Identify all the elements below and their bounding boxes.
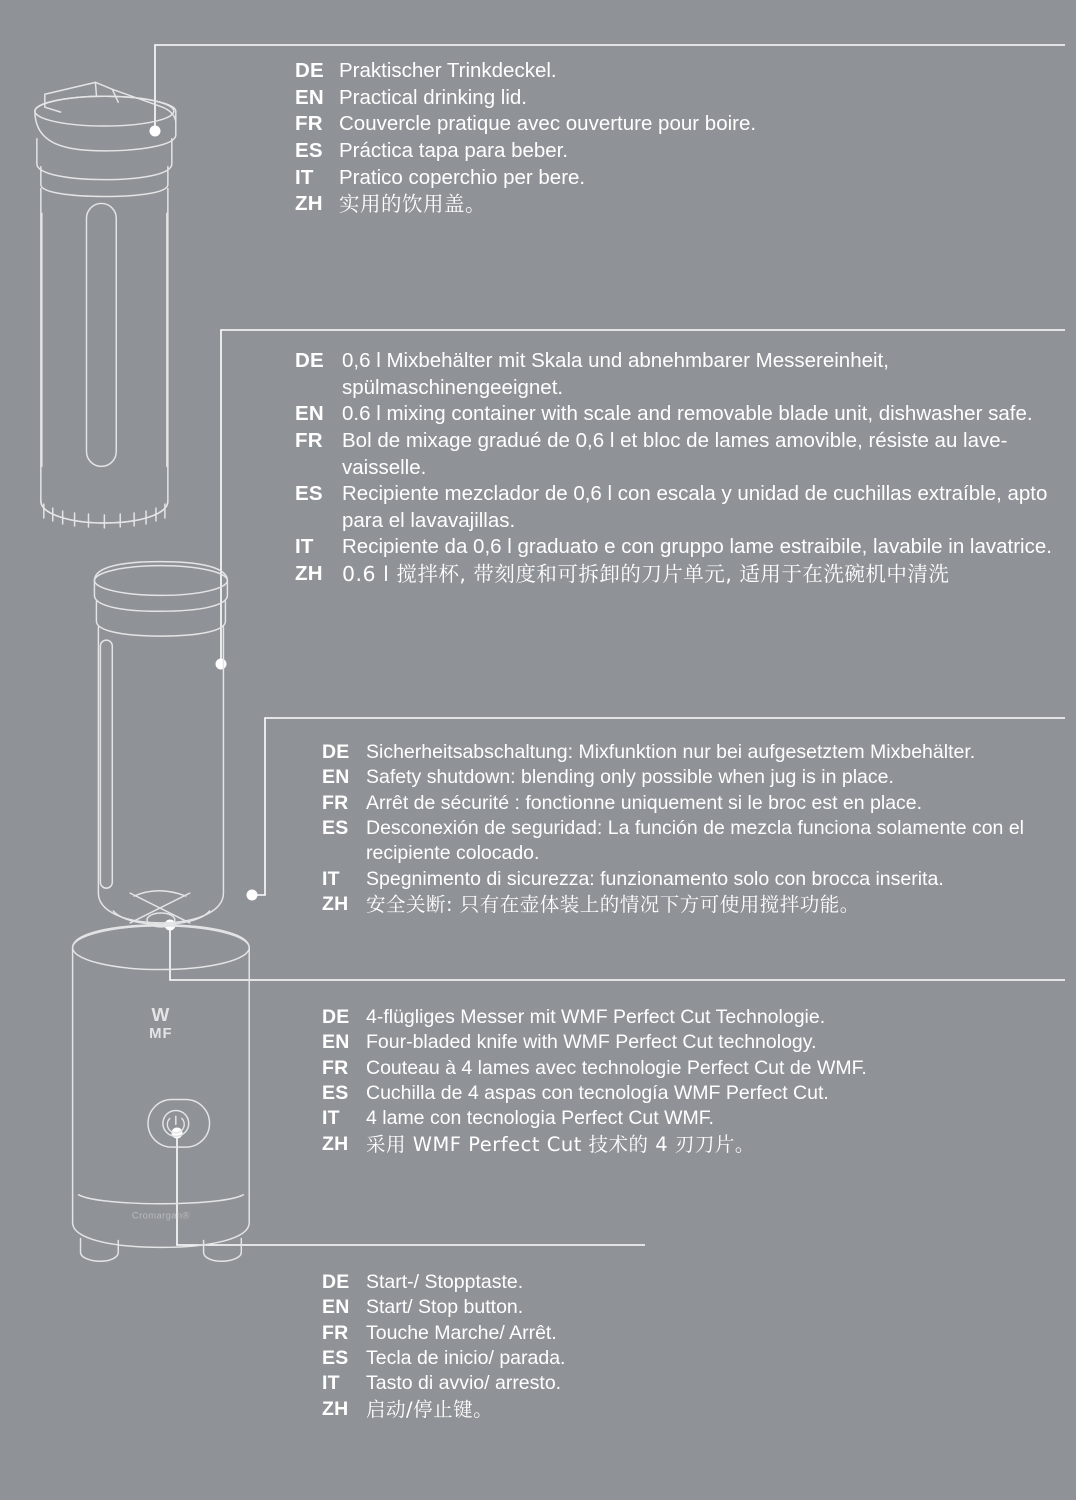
language-code: IT	[322, 1107, 340, 1130]
callout-text: 0.6 l mixing container with scale and removable blade unit, dishwasher safe.	[342, 402, 1033, 426]
callout-text: Recipiente da 0,6 l graduato e con gruppo lame estraibile, lavabile in lavatrice.	[342, 535, 1052, 559]
language-code: EN	[322, 1296, 350, 1319]
blender-illustration	[0, 0, 300, 1300]
callout-text: Pratico coperchio per bere.	[339, 165, 586, 189]
callout-drinking-lid	[295, 58, 1065, 218]
callout-text: 0.6 l 搅拌杯, 带刻度和可拆卸的刀片单元, 适用于在洗碗机中清洗	[342, 562, 950, 587]
callout-text: Recipiente mezclador de 0,6 l con escala y unidad de cuchillas extraíble, apto para el lavavajillas.	[342, 482, 1048, 532]
callout-text: Touche Marche/ Arrêt.	[366, 1321, 557, 1344]
callout-text: 安全关断: 只有在壶体装上的情况下方可使用搅拌功能。	[366, 893, 860, 917]
language-code: ES	[322, 1347, 349, 1370]
language-code: EN	[322, 1031, 350, 1054]
callout-start-stop-button	[322, 1270, 1022, 1422]
callout-line	[322, 1397, 1022, 1422]
callout-text: 4-flügliges Messer mit WMF Perfect Cut Technologie.	[366, 1006, 826, 1028]
callout-line	[322, 740, 1072, 765]
callout-text: Tasto di avvio/ arresto.	[366, 1372, 562, 1395]
callout-line	[322, 1030, 1052, 1055]
language-code: ES	[322, 1082, 349, 1105]
callout-line	[322, 816, 1072, 867]
language-code: EN	[295, 402, 324, 426]
callout-text: 0,6 l Mixbehälter mit Skala und abnehmbarer Messereinheit, spülmaschinengeeignet.	[342, 349, 889, 399]
callout-text: Cuchilla de 4 aspas con tecnología WMF Perfect Cut.	[366, 1082, 829, 1105]
callout-text: Safety shutdown: blending only possible when jug is in place.	[366, 766, 894, 789]
language-code: EN	[322, 766, 350, 789]
language-code: IT	[322, 1372, 340, 1395]
callout-line	[322, 1321, 1022, 1346]
callout-text: Couvercle pratique avec ouverture pour boire.	[339, 112, 757, 136]
wmf-logo	[149, 1004, 172, 1042]
callout-line	[322, 1005, 1052, 1030]
callout-line	[322, 1270, 1022, 1295]
callout-text: 启动/停止键。	[366, 1397, 494, 1421]
callout-line	[295, 165, 1065, 192]
language-code: DE	[295, 59, 324, 82]
callout-line	[322, 1132, 1052, 1157]
callout-line	[295, 111, 1065, 138]
callout-text: 实用的饮用盖。	[339, 192, 486, 217]
callout-line	[322, 1371, 1022, 1396]
callout-line	[295, 138, 1065, 165]
callout-line	[295, 561, 1075, 588]
language-code: DE	[295, 349, 324, 372]
callout-text: Bol de mixage gradué de 0,6 l et bloc de lames amovible, résiste au lave-vaisselle.	[342, 428, 1008, 479]
callout-line	[295, 191, 1065, 218]
callout-line	[322, 892, 1072, 917]
callout-text: Desconexión de seguridad: La función de mezcla funciona solamente con el recipiente colocado.	[366, 817, 1025, 865]
language-code: IT	[322, 867, 340, 890]
language-code: FR	[295, 428, 323, 452]
callout-text: 采用 WMF Perfect Cut 技术的 4 刃刀片。	[366, 1132, 755, 1156]
language-code: ES	[295, 482, 323, 506]
callout-line	[322, 765, 1072, 790]
language-code: FR	[322, 1056, 349, 1079]
svg-text:MF: MF	[149, 1026, 173, 1043]
callout-line	[295, 401, 1075, 428]
callout-line	[322, 1056, 1052, 1081]
callout-text: 4 lame con tecnologia Perfect Cut WMF.	[366, 1107, 714, 1130]
callout-line	[295, 428, 1075, 481]
callout-line	[295, 481, 1075, 534]
language-code: DE	[322, 741, 350, 763]
language-code: EN	[295, 85, 324, 109]
callout-line	[295, 85, 1065, 112]
language-code: DE	[322, 1271, 350, 1293]
language-code: IT	[295, 535, 314, 559]
language-code: FR	[295, 112, 323, 136]
callout-text: Practical drinking lid.	[339, 85, 527, 109]
language-code: ZH	[322, 893, 349, 916]
callout-text: Start-/ Stopptaste.	[366, 1271, 524, 1293]
callout-text: Sicherheitsabschaltung: Mixfunktion nur bei aufgesetztem Mixbehälter.	[366, 741, 976, 763]
language-code: DE	[322, 1006, 350, 1028]
callout-line	[295, 58, 1065, 85]
callout-text: Práctica tapa para beber.	[339, 138, 569, 162]
callout-text: Start/ Stop button.	[366, 1296, 524, 1319]
language-code: IT	[295, 165, 314, 189]
callout-text: Four-bladed knife with WMF Perfect Cut technology.	[366, 1031, 817, 1054]
callout-line	[322, 1106, 1052, 1131]
callout-blade-technology	[322, 1005, 1052, 1157]
language-code: ZH	[295, 562, 323, 586]
language-code: ES	[322, 817, 349, 840]
language-code: ZH	[322, 1397, 349, 1420]
language-code: FR	[322, 791, 349, 814]
language-code: ES	[295, 138, 323, 162]
callout-line	[322, 1081, 1052, 1106]
callout-text: Tecla de inicio/ parada.	[366, 1347, 566, 1370]
callout-line	[295, 534, 1075, 561]
callout-line	[322, 1346, 1022, 1371]
callout-line	[322, 1295, 1022, 1320]
svg-text:W: W	[151, 1004, 171, 1026]
callout-text: Praktischer Trinkdeckel.	[339, 59, 557, 82]
cromargan-mark: Cromargan®	[131, 1209, 190, 1221]
callout-text: Spegnimento di sicurezza: funzionamento solo con brocca inserita.	[366, 867, 944, 890]
callout-mixing-container	[295, 348, 1075, 588]
callout-line	[295, 348, 1075, 401]
callout-safety-shutdown	[322, 740, 1072, 917]
callout-line	[322, 867, 1072, 892]
callout-text: Arrêt de sécurité : fonctionne uniquement si le broc est en place.	[366, 791, 923, 814]
language-code: ZH	[322, 1132, 349, 1155]
callout-line	[322, 791, 1072, 816]
language-code: ZH	[295, 192, 323, 216]
callout-text: Couteau à 4 lames avec technologie Perfect Cut de WMF.	[366, 1056, 867, 1079]
language-code: FR	[322, 1321, 349, 1344]
